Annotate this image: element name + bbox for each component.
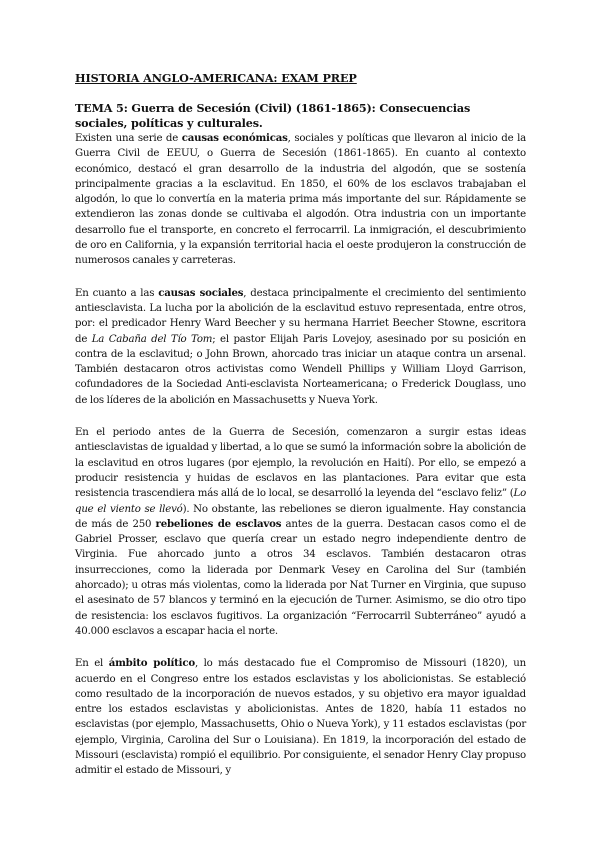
paragraph-text: ; el pastor Elijah Paris Lovejoy, asesinado por su posición en contra de la esclavitud; o John Brown, ahorcado tras iniciar un ataque contra un arsenal. También destacaron otros activistas como Wendell Phillips y William Lloyd Garrison, cofundadores de la Sociedad Anti-esclavista Norteamericana; o Frederick Douglass, uno de los líderes de la abolición en Massachusetts y Nueva York.: [75, 333, 526, 406]
bold-term: causas sociales: [158, 286, 244, 299]
paragraph: [75, 425, 526, 639]
paragraph-text: , sociales y políticas que llevaron al inicio de la Guerra Civil de EEUU, o Guerra de Secesión (1861-1865). En cuanto al contexto económico, destacó el gran desarrollo de la industria del algodón, que se sostenía principalmente gracias a la esclavitud. En 1850, el 60% de los esclavos trabajaban el algodón, lo que lo convertía en la materia prima más importante del sur. Rápidamente se extendieron las zonas donde se cultivaba el algodón. Otra industria con un importante desarrollo fue el transporte, en concreto el ferrocarril. La inmigración, el descubrimiento de oro en California, y la expansión territorial hacia el oeste produjeron la construcción de numerosos canales y carreteras.: [75, 133, 527, 267]
bold-term: ámbito político: [108, 657, 195, 670]
italic-title: La Cabaña del Tío Tom: [91, 333, 213, 345]
bold-term: rebeliones de esclavos: [155, 517, 282, 530]
document-title: HISTORIA ANGLO-AMERICANA: EXAM PREP: [75, 71, 357, 85]
paragraph-text: , lo más destacado fue el Compromiso de Missouri (1820), un acuerdo en el Congreso entre los estados esclavistas y los abolicionistas. Se estableció como resultado de la incorporación de nuevos estados, y su objetivo era mayor igualdad entre los estados esclavistas y abolicionistas. Antes de 1820, había 11 estados no esclavistas (por ejemplo, Massachusetts, Ohio o Nueva York), y 11 estados esclavistas (por ejemplo, Virginia, Carolina del Sur o Louisiana). En 1819, la incorporación del estado de Missouri (esclavista) rompió el equilibrio. Por consiguiente, el senador Henry Clay propuso admitir el estado de Missouri, y: [75, 658, 526, 777]
section-heading: TEMA 5: Guerra de Secesión (Civil) (1861-1865): Consecuencias sociales, políticas y culturales.: [75, 101, 471, 130]
paragraph-text: , destaca principalmente el crecimiento del sentimiento antiesclavista. La lucha por la abolición de la esclavitud estuvo representada, entre otros, por: el predicador Henry Ward Beecher y su hermana Harriet Beecher Stowne, escritora de: [75, 287, 526, 345]
paragraph-text: En el: [75, 658, 109, 670]
paragraph: [75, 131, 526, 269]
paragraph-text: antes de la guerra. Destacan casos como el de Gabriel Prosser, esclavo que quería crear un estado negro independiente dentro de Virginia. Fue ahorcado junto a otros 34 esclavos. También destacaron otras insurrecciones, como la liderada por Denmark Vesey en Carolina del Sur (también ahorcado); u otras más violentas, como la liderada por Nat Turner en Virginia, que supuso el asesinato de 57 blancos y terminó en la ejecución de Turner. Asimismo, se dio otro tipo de resistencia: los esclavos fugitivos. La organización “Ferrocarril Subterráneo” ayudó a 40.000 esclavos a escapar hacia el norte.: [75, 518, 526, 637]
paragraph-text: En cuanto a las: [75, 287, 159, 299]
paragraph-text: En el periodo antes de la Guerra de Secesión, comenzaron a surgir estas ideas antiesclavistas de igualdad y libertad, a lo que se sumó la información sobre la abolición de la esclavitud en otros lugares (por ejemplo, la revolución en Haití). Por ello, se empezó a producir resistencia y huidas de esclavos en las plantaciones. Para evitar que esta resistencia trascendiera más allá de lo local, se desarrolló la leyenda del “esclavo feliz” (: [75, 427, 526, 500]
paragraph-text: ). No obstante, las rebeliones se dieron igualmente. Hay constancia de más de 250: [75, 503, 526, 530]
paragraph: [75, 286, 526, 408]
bold-term: causas económicas: [181, 132, 288, 144]
paragraph: [75, 656, 526, 778]
italic-title: Lo que el viento se llevó: [75, 488, 526, 515]
paragraph-text: Existen una serie de: [75, 133, 182, 144]
document-body: [75, 131, 526, 779]
